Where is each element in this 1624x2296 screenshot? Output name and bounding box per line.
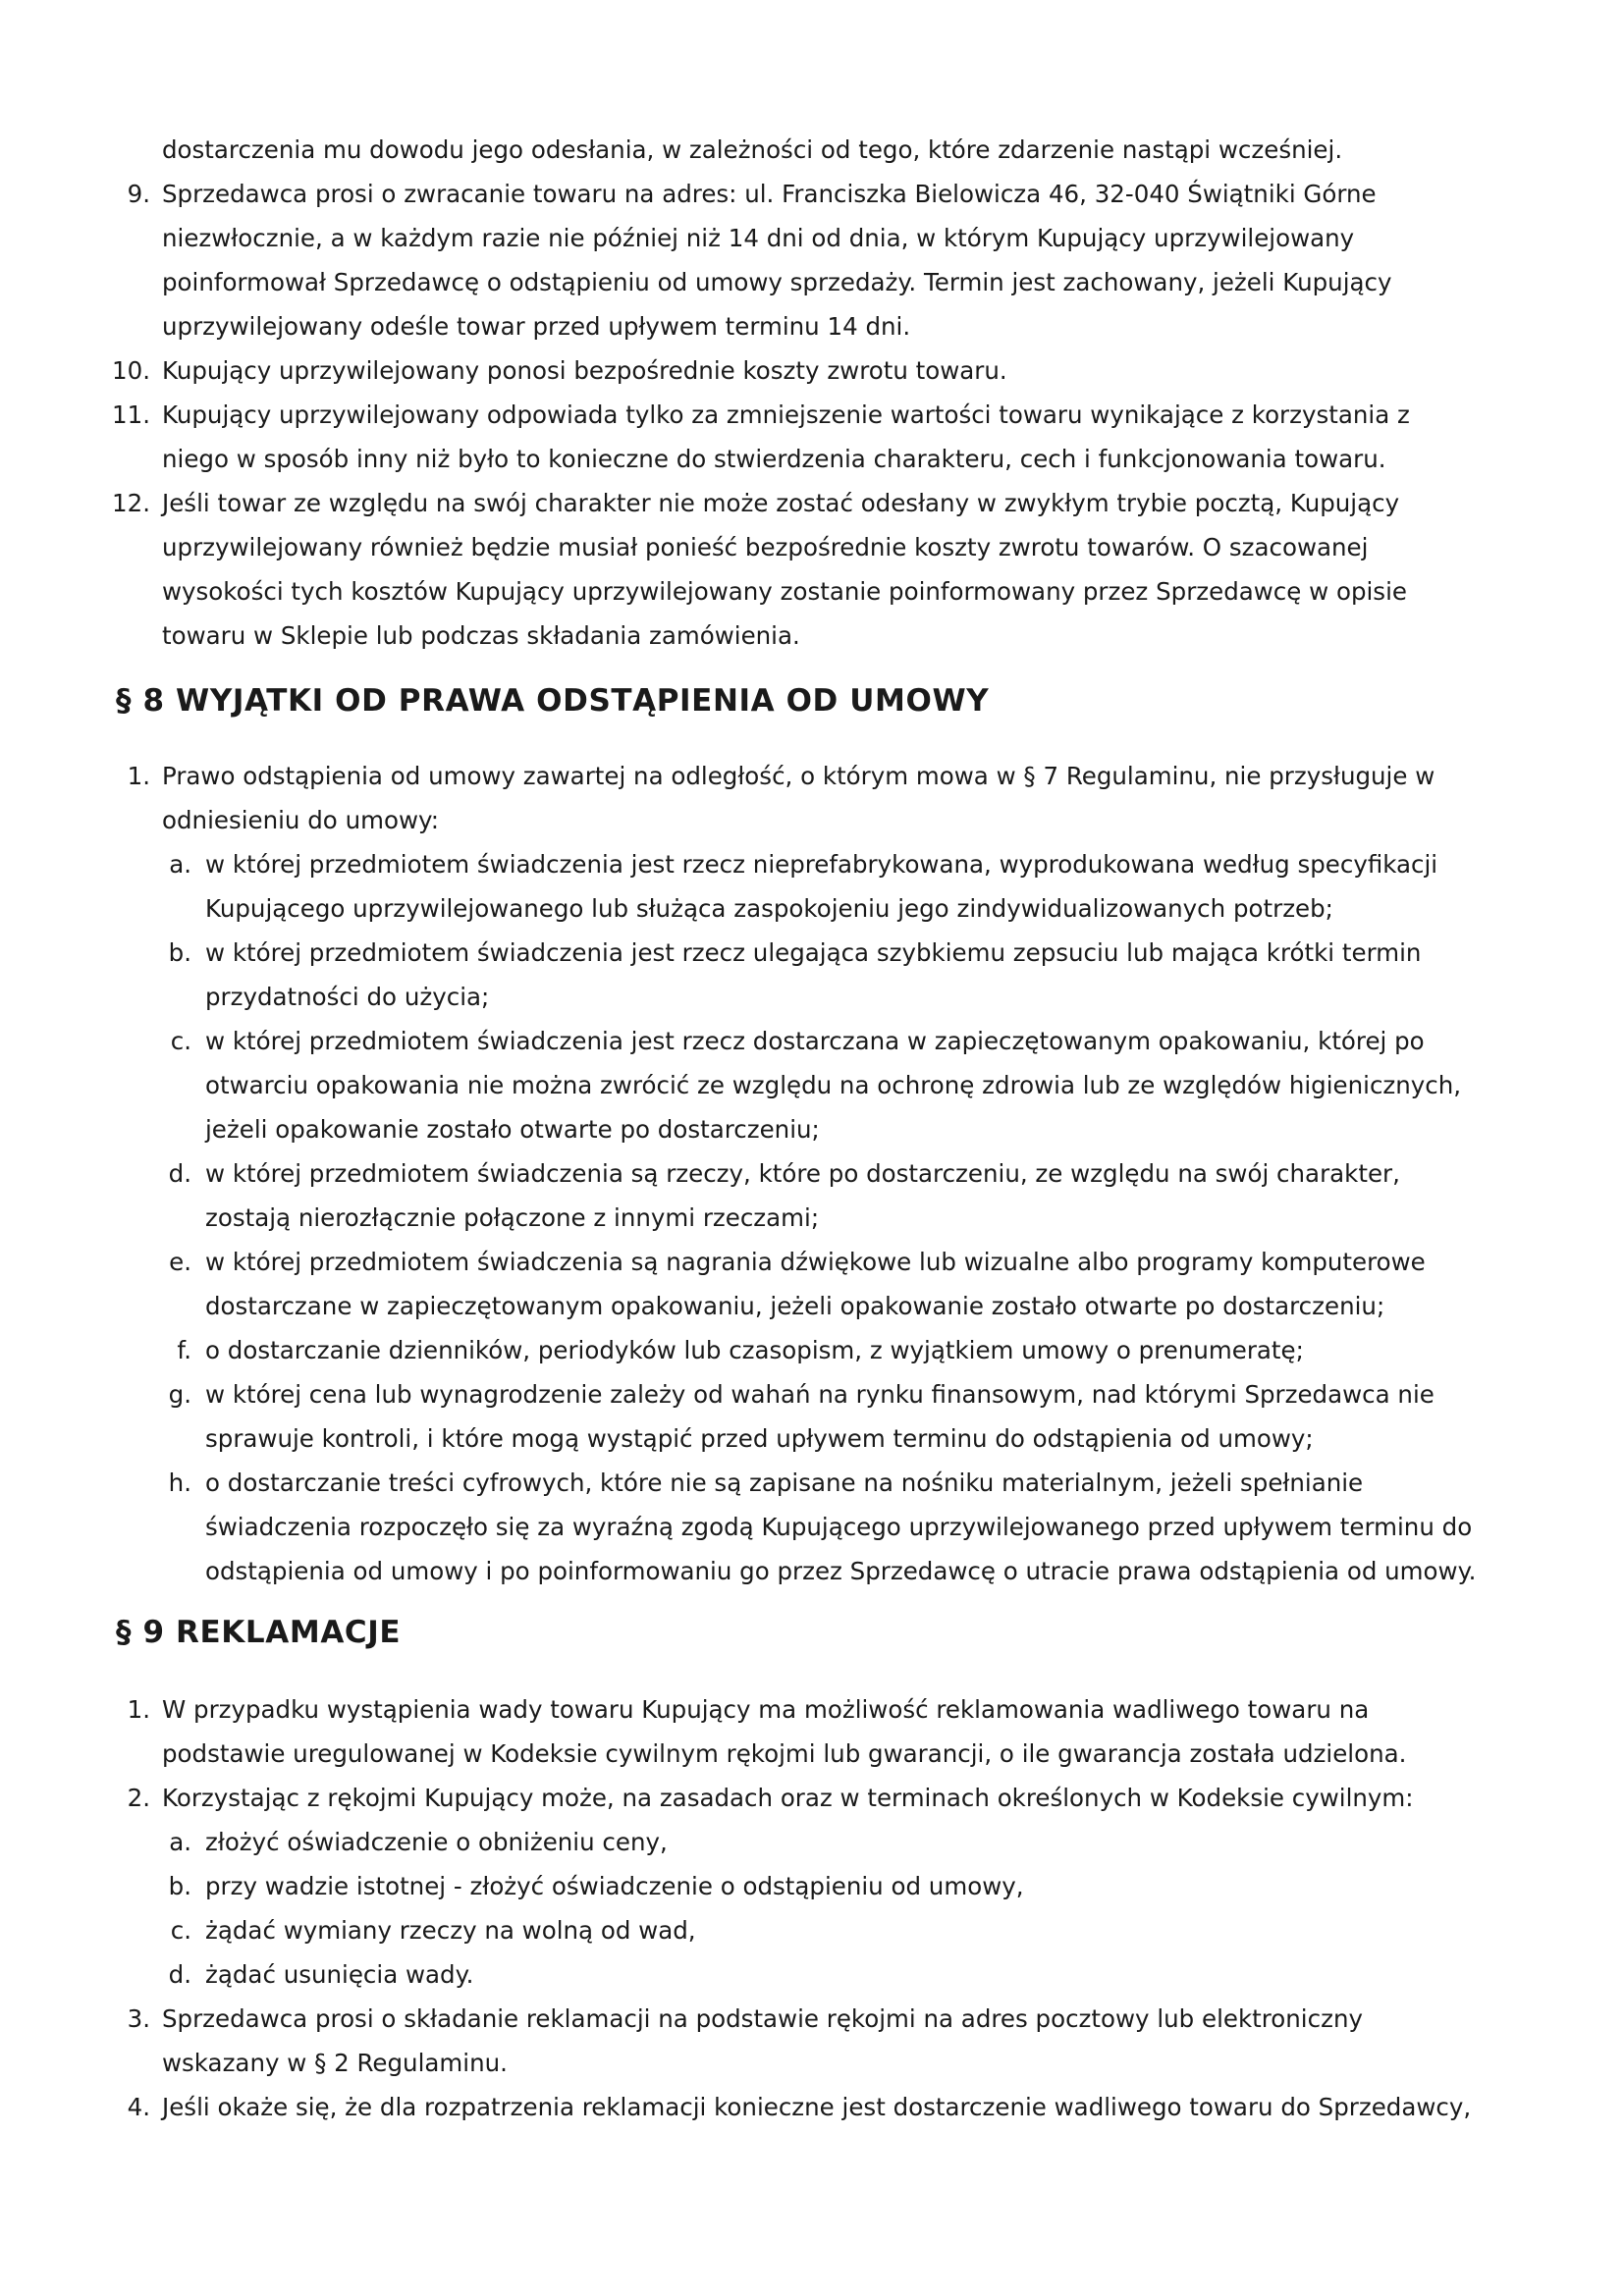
text-line: uprzywilejowany również będzie musiał ponieść bezpośrednie koszty zwrotu towarów. O szacowanej <box>162 533 1369 561</box>
sub-item-f <box>116 1328 1530 1372</box>
sub-item-e <box>116 1240 1530 1328</box>
sub-letter: b. <box>168 1872 191 1900</box>
text-line: wysokości tych kosztów Kupujący uprzywilejowany zostanie poinformowany przez Sprzedawcę w opisie <box>162 577 1407 606</box>
text-line: podstawie uregulowanej w Kodeksie cywilnym rękojmi lub gwarancji, o ile gwarancja została udzielona. <box>162 1739 1407 1768</box>
sub-letter: b. <box>168 938 191 967</box>
text-line: jeżeli opakowanie zostało otwarte po dostarczeniu; <box>205 1115 820 1144</box>
text-line: o dostarczanie treści cyfrowych, które nie są zapisane na nośniku materialnym, jeżeli spełnianie <box>205 1468 1364 1497</box>
sub-letter: d. <box>168 1159 191 1188</box>
sub-item-b <box>116 931 1530 1019</box>
list-number: 12. <box>112 489 150 517</box>
text-line: Jeśli towar ze względu na swój charakter nie może zostać odesłany w zwykłym trybie pocztą, Kupujący <box>162 489 1400 517</box>
list-item-10 <box>112 348 1530 393</box>
text-line: w której cena lub wynagrodzenie zależy od wahań na rynku finansowym, nad którymi Sprzedawca nie <box>205 1380 1435 1409</box>
text-line: w której przedmiotem świadczenia są rzeczy, które po dostarczeniu, ze względu na swój charakter, <box>205 1159 1400 1188</box>
sub-letter: a. <box>169 1828 191 1856</box>
text-line: Prawo odstąpienia od umowy zawartej na odległość, o którym mowa w § 7 Regulaminu, nie przysługuje w <box>162 762 1435 790</box>
sub-item-d <box>116 1151 1530 1240</box>
sub-item-a <box>116 842 1530 931</box>
section8-list <box>116 754 1530 1593</box>
list-item-4 <box>116 2085 1530 2129</box>
list-item-3 <box>116 1997 1530 2085</box>
text-line: odstąpienia od umowy i po poinformowaniu go przez Sprzedawcę o utracie prawa odstąpienia od umowy. <box>205 1557 1477 1585</box>
sub-letter: d. <box>168 1960 191 1989</box>
text-line: w której przedmiotem świadczenia jest rzecz nieprefabrykowana, wyprodukowana według specyfikacji <box>205 850 1438 879</box>
sub-letter: a. <box>169 850 191 879</box>
text-line: w której przedmiotem świadczenia są nagrania dźwiękowe lub wizualne albo programy komputerowe <box>205 1248 1426 1276</box>
text-line: zostają nierozłącznie połączone z innymi rzeczami; <box>205 1203 820 1232</box>
text-line: w której przedmiotem świadczenia jest rzecz ulegająca szybkiemu zepsuciu lub mająca krótki termin <box>205 938 1422 967</box>
sub-letter: c. <box>170 1027 191 1055</box>
text-line: przy wadzie istotnej - złożyć oświadczenie o odstąpieniu od umowy, <box>205 1872 1024 1900</box>
text-line: niego w sposób inny niż było to konieczne do stwierdzenia charakteru, cech i funkcjonowania towaru. <box>162 445 1386 473</box>
text-line: dostarczenia mu dowodu jego odesłania, w zależności od tego, które zdarzenie nastąpi wcześniej. <box>162 135 1343 164</box>
sub-item-c <box>116 1019 1530 1151</box>
text-line: sprawuje kontroli, i które mogą wystąpić przed upływem terminu do odstąpienia od umowy; <box>205 1424 1314 1453</box>
list-number: 3. <box>127 2004 150 2033</box>
text-line: towaru w Sklepie lub podczas składania zamówienia. <box>162 621 800 650</box>
sub-letter: g. <box>168 1380 191 1409</box>
text-line: otwarciu opakowania nie można zwrócić ze względu na ochronę zdrowia lub ze względów higienicznych, <box>205 1071 1462 1099</box>
text-line: Kupujący uprzywilejowany odpowiada tylko za zmniejszenie wartości towaru wynikające z korzystania z <box>162 400 1410 429</box>
list-number: 2. <box>127 1784 150 1812</box>
sub-letter: h. <box>168 1468 191 1497</box>
list-number: 1. <box>127 762 150 790</box>
section8-heading: § 8 WYJĄTKI OD PRAWA ODSTĄPIENIA OD UMOWY <box>116 683 990 719</box>
text-line: w której przedmiotem świadczenia jest rzecz dostarczana w zapieczętowanym opakowaniu, której po <box>205 1027 1425 1055</box>
list-item-1 <box>116 754 1530 842</box>
continuation-paragraph <box>116 128 1530 172</box>
text-line: wskazany w § 2 Regulaminu. <box>162 2049 508 2077</box>
text-line: świadczenia rozpoczęło się za wyraźną zgodą Kupującego uprzywilejowanego przed upływem terminu do <box>205 1513 1473 1541</box>
text-line: odniesieniu do umowy: <box>162 806 439 834</box>
sub-item-g <box>116 1372 1530 1461</box>
list-number: 4. <box>127 2093 150 2121</box>
list-item-9 <box>116 172 1530 348</box>
sub-letter: f. <box>177 1336 191 1364</box>
sub-item-a <box>116 1820 1530 1864</box>
text-line: o dostarczanie dzienników, periodyków lub czasopism, z wyjątkiem umowy o prenumeratę; <box>205 1336 1304 1364</box>
text-line: Kupującego uprzywilejowanego lub służąca zaspokojeniu jego zindywidualizowanych potrzeb; <box>205 894 1333 923</box>
sub-item-d <box>116 1952 1530 1997</box>
text-line: żądać usunięcia wady. <box>205 1960 474 1989</box>
list-number: 9. <box>127 180 150 208</box>
sub-item-b <box>116 1864 1530 1908</box>
text-line: poinformował Sprzedawcę o odstąpieniu od umowy sprzedaży. Termin jest zachowany, jeżeli Kupujący <box>162 268 1392 296</box>
text-line: przydatności do użycia; <box>205 983 490 1011</box>
text-line: żądać wymiany rzeczy na wolną od wad, <box>205 1916 696 1945</box>
sub-letter: c. <box>170 1916 191 1945</box>
section9-list <box>116 1687 1530 2129</box>
document-content <box>112 128 1530 2129</box>
section9-heading: § 9 REKLAMACJE <box>116 1615 402 1650</box>
list-item-12 <box>112 481 1530 658</box>
text-line: dostarczane w zapieczętowanym opakowaniu, jeżeli opakowanie zostało otwarte po dostarczeniu; <box>205 1292 1385 1320</box>
sub-item-h <box>116 1461 1530 1593</box>
text-line: Sprzedawca prosi o składanie reklamacji na podstawie rękojmi na adres pocztowy lub elektroniczny <box>162 2004 1363 2033</box>
text-line: Sprzedawca prosi o zwracanie towaru na adres: ul. Franciszka Bielowicza 46, 32-040 Świątniki Górne <box>162 180 1377 208</box>
list-item-2 <box>116 1776 1530 1820</box>
sub-item-c <box>116 1908 1530 1952</box>
list-number: 1. <box>127 1695 150 1724</box>
text-line: W przypadku wystąpienia wady towaru Kupujący ma możliwość reklamowania wadliwego towaru na <box>162 1695 1370 1724</box>
text-line: Jeśli okaże się, że dla rozpatrzenia reklamacji konieczne jest dostarczenie wadliwego towaru do Sprzedawcy, <box>162 2093 1472 2121</box>
list-number: 11. <box>112 400 150 429</box>
text-line: złożyć oświadczenie o obniżeniu ceny, <box>205 1828 668 1856</box>
text-line: uprzywilejowany odeśle towar przed upływem terminu 14 dni. <box>162 312 911 341</box>
list-number: 10. <box>112 356 150 385</box>
list-item-11 <box>112 393 1530 481</box>
sub-letter: e. <box>169 1248 191 1276</box>
text-line: Kupujący uprzywilejowany ponosi bezpośrednie koszty zwrotu towaru. <box>162 356 1007 385</box>
text-line: Korzystając z rękojmi Kupujący może, na zasadach oraz w terminach określonych w Kodeksie cywilnym: <box>162 1784 1414 1812</box>
section7-list <box>112 172 1530 658</box>
list-item-1 <box>116 1687 1530 1776</box>
text-line: niezwłocznie, a w każdym razie nie później niż 14 dni od dnia, w którym Kupujący uprzywilejowany <box>162 224 1355 252</box>
